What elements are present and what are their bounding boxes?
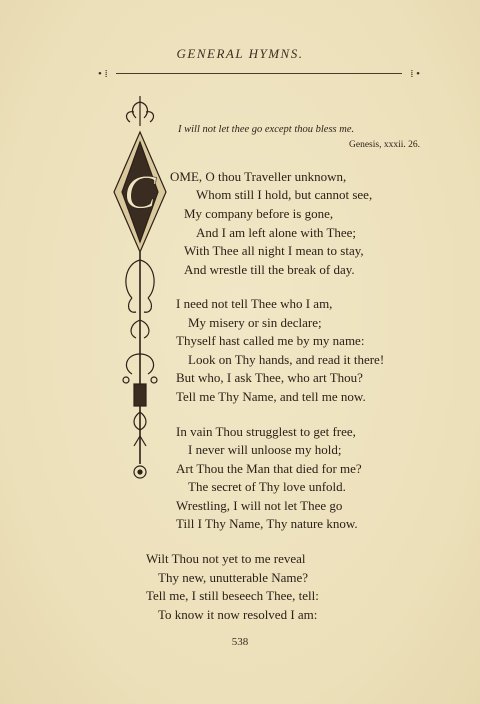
verse-line: Till I Thy Name, Thy nature know.	[176, 516, 358, 531]
verse-line: My company before is gone,	[184, 206, 334, 221]
verse-line: Tell me, I still beseech Thee, tell:	[146, 588, 319, 603]
epigraph-quote: I will not let thee go except thou bless me.	[178, 124, 355, 135]
verse-line: In vain Thou strugglest to get free,	[176, 424, 356, 439]
verse-line: And I am left alone with Thee;	[196, 225, 357, 240]
verse-line: Art Thou the Man that died for me?	[176, 461, 362, 476]
page-number: 538	[231, 636, 249, 648]
verse-line: Whom still I hold, but cannot see,	[196, 187, 373, 202]
running-title: GENERAL HYMNS.	[176, 46, 304, 61]
verse-line: Tell me Thy Name, and tell me now.	[176, 389, 366, 404]
verse-line: Wrestling, I will not let Thee go	[176, 498, 343, 513]
verse-line: But who, I ask Thee, who art Thou?	[176, 370, 363, 385]
verse-line: With Thee all night I mean to stay,	[184, 243, 364, 258]
verse-line: OME, O thou Traveller unknown,	[170, 169, 347, 184]
drop-cap-letter: C	[123, 166, 157, 219]
header-rule-line	[116, 73, 402, 74]
verse-line: I never will unloose my hold;	[188, 442, 342, 457]
left-dot-ornament: • ⁞	[98, 68, 108, 80]
epigraph-citation: Genesis, xxxii. 26.	[349, 140, 420, 150]
right-dot-ornament: ⁞ •	[410, 68, 420, 80]
verse-line: Wilt Thou not yet to me reveal	[146, 551, 306, 566]
verse-line: Thy new, unutterable Name?	[158, 570, 309, 585]
header-rule	[98, 66, 420, 82]
verse-line: My misery or sin declare;	[188, 315, 322, 330]
verse-line: Thyself hast called me by my name:	[176, 333, 365, 348]
verse-line: The secret of Thy love unfold.	[188, 479, 346, 494]
verse-line: To know it now resolved I am:	[158, 607, 318, 622]
verse-line: And wrestle till the break of day.	[184, 262, 355, 277]
verse-line: I need not tell Thee who I am,	[176, 296, 333, 311]
floral-initial-ornament	[112, 92, 168, 492]
verse-line: Look on Thy hands, and read it there!	[188, 352, 385, 367]
